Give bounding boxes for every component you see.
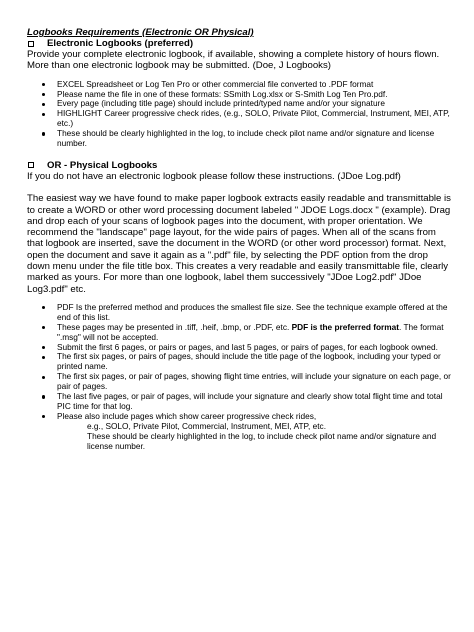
preferred-format-emphasis: PDF is the preferred format — [291, 321, 400, 332]
list-item: These should be clearly highlighted in the log, to include check pilot name and/or signature and license number. — [27, 129, 453, 149]
physical-intro: If you do not have an electronic logbook please follow these instructions. (JDoe Log.pdf) — [27, 170, 401, 182]
list-item: These pages may be presented in .tiff, .heif, .bmp, or .PDF, etc. PDF is the preferred format. The format ".msg" will not be accepted. — [27, 323, 453, 343]
list-item: The last five pages, or pair of pages, will include your signature and clearly show total flight time and total PIC time for that log. — [27, 392, 453, 412]
list-item: Please name the file in one of these formats: SSmith Log.xlsx or S-Smith Log Ten Pro.pdf. — [27, 90, 453, 100]
bullet-dot-icon — [42, 376, 45, 379]
physical-section-heading — [27, 160, 453, 171]
bullet-dot-icon — [42, 306, 45, 309]
list-item: Every page (including title page) should include printed/typed name and/or your signature — [27, 99, 453, 109]
sub-list-item: e.g., SOLO, Private Pilot, Commercial, Instrument, MEI, ATP, etc. — [87, 420, 327, 431]
bullet-dot-icon — [42, 346, 45, 349]
bullet-dot-icon — [42, 326, 45, 329]
document-page — [27, 27, 453, 452]
checkbox-square-icon — [28, 41, 34, 47]
list-item: HIGHLIGHT Career progressive check rides, (e.g., SOLO, Private Pilot, Commercial, Instrument, MEI, ATP, etc.) — [27, 109, 453, 129]
list-item: Please also include pages which show career progressive check rides, — [27, 412, 453, 422]
list-item: The first six pages, or pair of pages, showing flight time entries, will include your signature on each page, or pair of pages. — [27, 372, 453, 392]
physical-instructions-paragraph: The easiest way we have found to make paper logbook extracts easily readable and transmittable is to create a WORD or other word processing document labeled " JDOE Logs.docx " (example). Drag and drop each of your scans of logbook pages into the document, with proper orientation. We recommend the "landscape" page layout, for the wide pairs of pages. When all of the scans from that logbook are inserted, save the document in the WORD (or other word processor) format. Next, open the document and save it again as a ".pdf" file, by selecting the PDF option from the drop down menu under the file title box. This creates a very readable and easily transmittable file, clearly marked as yours. For more than one logbook, label them successively "JDoe Log2.pdf" JDoe Log3.pdf" etc. — [27, 193, 451, 295]
physical-heading-text: OR - Physical Logbooks — [47, 159, 158, 171]
electronic-section-heading — [27, 38, 453, 49]
bullet-dot-icon — [42, 113, 45, 116]
bullet-dot-icon — [42, 415, 45, 418]
electronic-bullet-list — [27, 80, 453, 149]
electronic-heading-text: Electronic Logbooks (preferred) — [47, 38, 194, 49]
bullet-dot-icon — [42, 132, 45, 135]
bullet-dot-icon — [42, 103, 45, 106]
bullet-dot-icon — [42, 395, 45, 398]
list-item: Submit the first 6 pages, or pairs or pages, and last 5 pages, or pairs of pages, for each logbook owned. — [27, 343, 453, 353]
physical-bullet-list — [27, 303, 453, 452]
checkbox-square-icon — [28, 162, 34, 168]
bullet-dot-icon — [42, 83, 45, 86]
electronic-intro: Provide your complete electronic logbook, if available, showing a complete history of hours flown. More than one electronic logbook may be submitted. (Doe, J Logbooks) — [27, 49, 440, 72]
document-title: Logbooks Requirements (Electronic OR Physical) — [27, 27, 254, 38]
bullet-dot-icon — [42, 356, 45, 359]
sub-list-item: These should be clearly highlighted in the log, to include check pilot name and/or signature and license number. — [87, 430, 437, 451]
list-item: PDF Is the preferred method and produces the smallest file size. See the technique example offered at the end of this list. — [27, 303, 453, 323]
list-item: The first six pages, or pairs of pages, should include the title page of the logbook, including your typed or printed name. — [27, 352, 453, 372]
bullet-dot-icon — [42, 93, 45, 96]
list-item: EXCEL Spreadsheet or Log Ten Pro or other commercial file converted to .PDF format — [27, 80, 453, 90]
